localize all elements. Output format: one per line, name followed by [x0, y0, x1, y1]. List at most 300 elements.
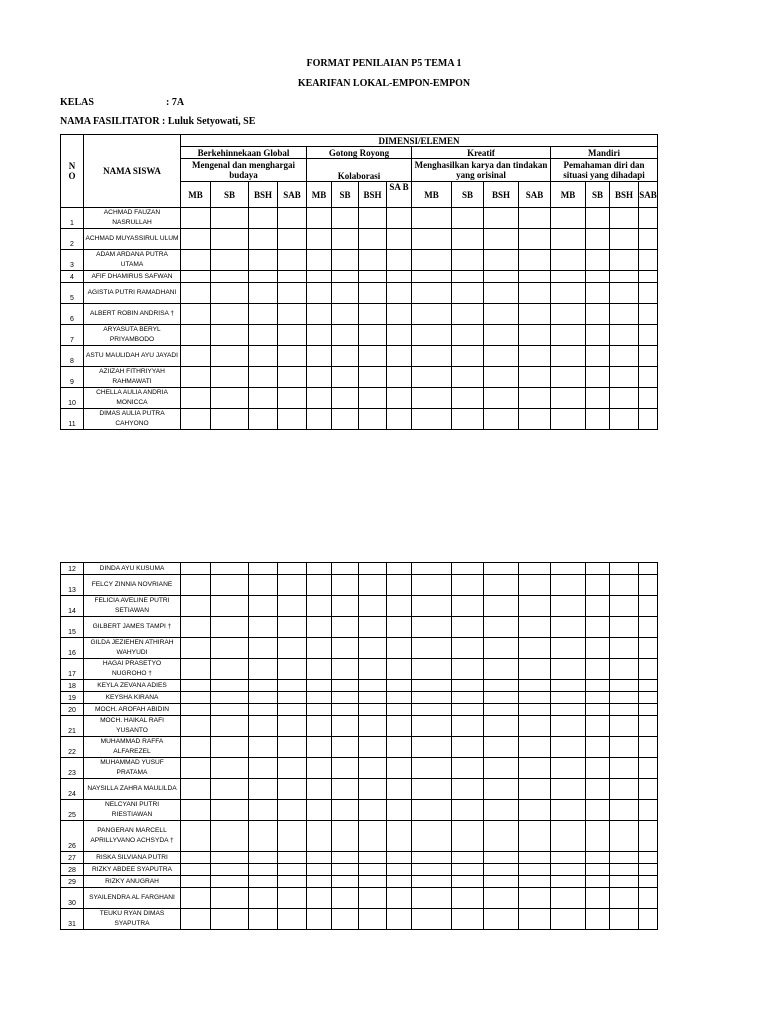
- score-cell[interactable]: [452, 283, 484, 304]
- score-cell[interactable]: [484, 346, 519, 367]
- score-cell[interactable]: [586, 250, 610, 271]
- score-cell[interactable]: [181, 704, 211, 716]
- score-cell[interactable]: [639, 304, 658, 325]
- score-cell[interactable]: [278, 888, 307, 909]
- score-cell[interactable]: [211, 388, 249, 409]
- score-cell[interactable]: [639, 737, 658, 758]
- score-cell[interactable]: [278, 876, 307, 888]
- score-cell[interactable]: [359, 864, 387, 876]
- score-cell[interactable]: [211, 704, 249, 716]
- score-cell[interactable]: [484, 852, 519, 864]
- score-cell[interactable]: [359, 250, 387, 271]
- score-cell[interactable]: [551, 852, 586, 864]
- score-cell[interactable]: [332, 304, 359, 325]
- score-cell[interactable]: [332, 852, 359, 864]
- score-cell[interactable]: [332, 563, 359, 575]
- score-cell[interactable]: [211, 737, 249, 758]
- score-cell[interactable]: [249, 346, 278, 367]
- score-cell[interactable]: [181, 346, 211, 367]
- score-cell[interactable]: [332, 250, 359, 271]
- score-cell[interactable]: [551, 909, 586, 930]
- score-cell[interactable]: [586, 229, 610, 250]
- score-cell[interactable]: [211, 888, 249, 909]
- score-cell[interactable]: [586, 864, 610, 876]
- score-cell[interactable]: [484, 876, 519, 888]
- score-cell[interactable]: [278, 638, 307, 659]
- score-cell[interactable]: [307, 388, 332, 409]
- score-cell[interactable]: [452, 409, 484, 430]
- score-cell[interactable]: [181, 716, 211, 737]
- score-cell[interactable]: [610, 596, 639, 617]
- score-cell[interactable]: [412, 617, 452, 638]
- score-cell[interactable]: [181, 864, 211, 876]
- score-cell[interactable]: [249, 563, 278, 575]
- score-cell[interactable]: [412, 596, 452, 617]
- score-cell[interactable]: [211, 876, 249, 888]
- score-cell[interactable]: [519, 596, 551, 617]
- score-cell[interactable]: [211, 409, 249, 430]
- score-cell[interactable]: [359, 852, 387, 864]
- score-cell[interactable]: [586, 821, 610, 852]
- score-cell[interactable]: [412, 304, 452, 325]
- score-cell[interactable]: [484, 617, 519, 638]
- score-cell[interactable]: [278, 692, 307, 704]
- score-cell[interactable]: [551, 779, 586, 800]
- score-cell[interactable]: [586, 704, 610, 716]
- score-cell[interactable]: [610, 864, 639, 876]
- score-cell[interactable]: [307, 409, 332, 430]
- score-cell[interactable]: [519, 617, 551, 638]
- score-cell[interactable]: [278, 909, 307, 930]
- score-cell[interactable]: [639, 575, 658, 596]
- score-cell[interactable]: [639, 367, 658, 388]
- score-cell[interactable]: [278, 409, 307, 430]
- score-cell[interactable]: [332, 821, 359, 852]
- score-cell[interactable]: [484, 638, 519, 659]
- score-cell[interactable]: [484, 596, 519, 617]
- score-cell[interactable]: [519, 864, 551, 876]
- score-cell[interactable]: [484, 208, 519, 229]
- score-cell[interactable]: [181, 758, 211, 779]
- score-cell[interactable]: [484, 737, 519, 758]
- score-cell[interactable]: [278, 704, 307, 716]
- score-cell[interactable]: [452, 250, 484, 271]
- score-cell[interactable]: [551, 596, 586, 617]
- score-cell[interactable]: [412, 758, 452, 779]
- score-cell[interactable]: [586, 692, 610, 704]
- score-cell[interactable]: [610, 271, 639, 283]
- score-cell[interactable]: [484, 888, 519, 909]
- score-cell[interactable]: [278, 346, 307, 367]
- score-cell[interactable]: [639, 271, 658, 283]
- score-cell[interactable]: [519, 388, 551, 409]
- score-cell[interactable]: [332, 680, 359, 692]
- score-cell[interactable]: [211, 346, 249, 367]
- score-cell[interactable]: [452, 852, 484, 864]
- score-cell[interactable]: [551, 283, 586, 304]
- score-cell[interactable]: [484, 659, 519, 680]
- score-cell[interactable]: [519, 409, 551, 430]
- score-cell[interactable]: [181, 692, 211, 704]
- score-cell[interactable]: [387, 659, 412, 680]
- score-cell[interactable]: [639, 229, 658, 250]
- score-cell[interactable]: [211, 575, 249, 596]
- score-cell[interactable]: [586, 575, 610, 596]
- score-cell[interactable]: [610, 367, 639, 388]
- score-cell[interactable]: [452, 692, 484, 704]
- score-cell[interactable]: [278, 208, 307, 229]
- score-cell[interactable]: [484, 692, 519, 704]
- score-cell[interactable]: [359, 821, 387, 852]
- score-cell[interactable]: [332, 575, 359, 596]
- score-cell[interactable]: [278, 304, 307, 325]
- score-cell[interactable]: [412, 325, 452, 346]
- score-cell[interactable]: [452, 888, 484, 909]
- score-cell[interactable]: [452, 388, 484, 409]
- score-cell[interactable]: [519, 283, 551, 304]
- score-cell[interactable]: [181, 325, 211, 346]
- score-cell[interactable]: [211, 779, 249, 800]
- score-cell[interactable]: [586, 716, 610, 737]
- score-cell[interactable]: [332, 876, 359, 888]
- score-cell[interactable]: [551, 737, 586, 758]
- score-cell[interactable]: [586, 367, 610, 388]
- score-cell[interactable]: [586, 638, 610, 659]
- score-cell[interactable]: [181, 304, 211, 325]
- score-cell[interactable]: [484, 409, 519, 430]
- score-cell[interactable]: [278, 388, 307, 409]
- score-cell[interactable]: [359, 758, 387, 779]
- score-cell[interactable]: [610, 346, 639, 367]
- score-cell[interactable]: [610, 229, 639, 250]
- score-cell[interactable]: [181, 852, 211, 864]
- score-cell[interactable]: [639, 821, 658, 852]
- score-cell[interactable]: [278, 325, 307, 346]
- score-cell[interactable]: [639, 563, 658, 575]
- score-cell[interactable]: [278, 680, 307, 692]
- score-cell[interactable]: [610, 704, 639, 716]
- score-cell[interactable]: [484, 304, 519, 325]
- score-cell[interactable]: [332, 779, 359, 800]
- score-cell[interactable]: [387, 692, 412, 704]
- score-cell[interactable]: [332, 229, 359, 250]
- score-cell[interactable]: [484, 800, 519, 821]
- score-cell[interactable]: [387, 909, 412, 930]
- score-cell[interactable]: [332, 409, 359, 430]
- score-cell[interactable]: [412, 864, 452, 876]
- score-cell[interactable]: [551, 888, 586, 909]
- score-cell[interactable]: [249, 909, 278, 930]
- score-cell[interactable]: [452, 346, 484, 367]
- score-cell[interactable]: [519, 852, 551, 864]
- score-cell[interactable]: [278, 271, 307, 283]
- score-cell[interactable]: [519, 325, 551, 346]
- score-cell[interactable]: [586, 388, 610, 409]
- score-cell[interactable]: [387, 737, 412, 758]
- score-cell[interactable]: [387, 680, 412, 692]
- score-cell[interactable]: [249, 208, 278, 229]
- score-cell[interactable]: [332, 888, 359, 909]
- score-cell[interactable]: [359, 596, 387, 617]
- score-cell[interactable]: [452, 304, 484, 325]
- score-cell[interactable]: [412, 271, 452, 283]
- score-cell[interactable]: [359, 271, 387, 283]
- score-cell[interactable]: [639, 250, 658, 271]
- score-cell[interactable]: [639, 864, 658, 876]
- score-cell[interactable]: [359, 909, 387, 930]
- score-cell[interactable]: [412, 250, 452, 271]
- score-cell[interactable]: [551, 346, 586, 367]
- score-cell[interactable]: [249, 737, 278, 758]
- score-cell[interactable]: [249, 304, 278, 325]
- score-cell[interactable]: [359, 208, 387, 229]
- score-cell[interactable]: [452, 367, 484, 388]
- score-cell[interactable]: [586, 888, 610, 909]
- score-cell[interactable]: [332, 864, 359, 876]
- score-cell[interactable]: [639, 409, 658, 430]
- score-cell[interactable]: [249, 779, 278, 800]
- score-cell[interactable]: [387, 852, 412, 864]
- score-cell[interactable]: [387, 250, 412, 271]
- score-cell[interactable]: [610, 563, 639, 575]
- score-cell[interactable]: [211, 659, 249, 680]
- score-cell[interactable]: [586, 208, 610, 229]
- score-cell[interactable]: [211, 617, 249, 638]
- score-cell[interactable]: [610, 888, 639, 909]
- score-cell[interactable]: [519, 229, 551, 250]
- score-cell[interactable]: [551, 229, 586, 250]
- score-cell[interactable]: [211, 271, 249, 283]
- score-cell[interactable]: [211, 325, 249, 346]
- score-cell[interactable]: [278, 864, 307, 876]
- score-cell[interactable]: [278, 617, 307, 638]
- score-cell[interactable]: [484, 283, 519, 304]
- score-cell[interactable]: [412, 876, 452, 888]
- score-cell[interactable]: [387, 864, 412, 876]
- score-cell[interactable]: [519, 692, 551, 704]
- score-cell[interactable]: [586, 737, 610, 758]
- score-cell[interactable]: [307, 909, 332, 930]
- score-cell[interactable]: [181, 888, 211, 909]
- score-cell[interactable]: [181, 388, 211, 409]
- score-cell[interactable]: [610, 737, 639, 758]
- score-cell[interactable]: [387, 208, 412, 229]
- score-cell[interactable]: [412, 283, 452, 304]
- score-cell[interactable]: [551, 680, 586, 692]
- score-cell[interactable]: [610, 638, 639, 659]
- score-cell[interactable]: [519, 271, 551, 283]
- score-cell[interactable]: [387, 388, 412, 409]
- score-cell[interactable]: [278, 367, 307, 388]
- score-cell[interactable]: [332, 758, 359, 779]
- score-cell[interactable]: [278, 596, 307, 617]
- score-cell[interactable]: [249, 271, 278, 283]
- score-cell[interactable]: [278, 283, 307, 304]
- score-cell[interactable]: [639, 596, 658, 617]
- score-cell[interactable]: [307, 638, 332, 659]
- score-cell[interactable]: [639, 852, 658, 864]
- score-cell[interactable]: [249, 864, 278, 876]
- score-cell[interactable]: [452, 596, 484, 617]
- score-cell[interactable]: [211, 367, 249, 388]
- score-cell[interactable]: [551, 271, 586, 283]
- score-cell[interactable]: [519, 250, 551, 271]
- score-cell[interactable]: [412, 388, 452, 409]
- score-cell[interactable]: [586, 596, 610, 617]
- score-cell[interactable]: [181, 208, 211, 229]
- score-cell[interactable]: [610, 388, 639, 409]
- score-cell[interactable]: [307, 304, 332, 325]
- score-cell[interactable]: [639, 909, 658, 930]
- score-cell[interactable]: [249, 229, 278, 250]
- score-cell[interactable]: [452, 716, 484, 737]
- score-cell[interactable]: [307, 659, 332, 680]
- score-cell[interactable]: [307, 596, 332, 617]
- score-cell[interactable]: [484, 779, 519, 800]
- score-cell[interactable]: [359, 367, 387, 388]
- score-cell[interactable]: [278, 758, 307, 779]
- score-cell[interactable]: [610, 208, 639, 229]
- score-cell[interactable]: [484, 758, 519, 779]
- score-cell[interactable]: [181, 283, 211, 304]
- score-cell[interactable]: [387, 638, 412, 659]
- score-cell[interactable]: [332, 596, 359, 617]
- score-cell[interactable]: [452, 680, 484, 692]
- score-cell[interactable]: [484, 271, 519, 283]
- score-cell[interactable]: [519, 821, 551, 852]
- score-cell[interactable]: [412, 346, 452, 367]
- score-cell[interactable]: [610, 304, 639, 325]
- score-cell[interactable]: [359, 779, 387, 800]
- score-cell[interactable]: [387, 716, 412, 737]
- score-cell[interactable]: [211, 864, 249, 876]
- score-cell[interactable]: [278, 229, 307, 250]
- score-cell[interactable]: [610, 575, 639, 596]
- score-cell[interactable]: [181, 638, 211, 659]
- score-cell[interactable]: [181, 779, 211, 800]
- score-cell[interactable]: [211, 229, 249, 250]
- score-cell[interactable]: [610, 800, 639, 821]
- score-cell[interactable]: [359, 680, 387, 692]
- score-cell[interactable]: [181, 575, 211, 596]
- score-cell[interactable]: [519, 346, 551, 367]
- score-cell[interactable]: [412, 716, 452, 737]
- score-cell[interactable]: [519, 680, 551, 692]
- score-cell[interactable]: [551, 250, 586, 271]
- score-cell[interactable]: [551, 617, 586, 638]
- score-cell[interactable]: [181, 876, 211, 888]
- score-cell[interactable]: [249, 250, 278, 271]
- score-cell[interactable]: [359, 888, 387, 909]
- score-cell[interactable]: [332, 659, 359, 680]
- score-cell[interactable]: [387, 596, 412, 617]
- score-cell[interactable]: [412, 800, 452, 821]
- score-cell[interactable]: [181, 909, 211, 930]
- score-cell[interactable]: [452, 864, 484, 876]
- score-cell[interactable]: [249, 800, 278, 821]
- score-cell[interactable]: [387, 325, 412, 346]
- score-cell[interactable]: [586, 680, 610, 692]
- score-cell[interactable]: [610, 876, 639, 888]
- score-cell[interactable]: [551, 638, 586, 659]
- score-cell[interactable]: [610, 680, 639, 692]
- score-cell[interactable]: [484, 716, 519, 737]
- score-cell[interactable]: [332, 617, 359, 638]
- score-cell[interactable]: [484, 680, 519, 692]
- score-cell[interactable]: [412, 737, 452, 758]
- score-cell[interactable]: [249, 596, 278, 617]
- score-cell[interactable]: [586, 876, 610, 888]
- score-cell[interactable]: [639, 876, 658, 888]
- score-cell[interactable]: [307, 575, 332, 596]
- score-cell[interactable]: [359, 800, 387, 821]
- score-cell[interactable]: [639, 692, 658, 704]
- score-cell[interactable]: [412, 208, 452, 229]
- score-cell[interactable]: [278, 737, 307, 758]
- score-cell[interactable]: [249, 367, 278, 388]
- score-cell[interactable]: [307, 704, 332, 716]
- score-cell[interactable]: [249, 821, 278, 852]
- score-cell[interactable]: [387, 304, 412, 325]
- score-cell[interactable]: [211, 821, 249, 852]
- score-cell[interactable]: [551, 208, 586, 229]
- score-cell[interactable]: [586, 800, 610, 821]
- score-cell[interactable]: [181, 271, 211, 283]
- score-cell[interactable]: [484, 864, 519, 876]
- score-cell[interactable]: [610, 283, 639, 304]
- score-cell[interactable]: [387, 779, 412, 800]
- score-cell[interactable]: [332, 346, 359, 367]
- score-cell[interactable]: [610, 692, 639, 704]
- score-cell[interactable]: [211, 563, 249, 575]
- score-cell[interactable]: [387, 821, 412, 852]
- score-cell[interactable]: [387, 876, 412, 888]
- score-cell[interactable]: [519, 737, 551, 758]
- score-cell[interactable]: [452, 325, 484, 346]
- score-cell[interactable]: [412, 367, 452, 388]
- score-cell[interactable]: [452, 800, 484, 821]
- score-cell[interactable]: [551, 716, 586, 737]
- score-cell[interactable]: [639, 800, 658, 821]
- score-cell[interactable]: [211, 909, 249, 930]
- score-cell[interactable]: [249, 716, 278, 737]
- score-cell[interactable]: [332, 283, 359, 304]
- score-cell[interactable]: [359, 737, 387, 758]
- score-cell[interactable]: [519, 888, 551, 909]
- score-cell[interactable]: [639, 758, 658, 779]
- score-cell[interactable]: [211, 638, 249, 659]
- score-cell[interactable]: [249, 876, 278, 888]
- score-cell[interactable]: [359, 692, 387, 704]
- score-cell[interactable]: [639, 617, 658, 638]
- score-cell[interactable]: [452, 779, 484, 800]
- score-cell[interactable]: [181, 250, 211, 271]
- score-cell[interactable]: [452, 758, 484, 779]
- score-cell[interactable]: [359, 638, 387, 659]
- score-cell[interactable]: [519, 367, 551, 388]
- score-cell[interactable]: [307, 758, 332, 779]
- score-cell[interactable]: [519, 779, 551, 800]
- score-cell[interactable]: [639, 888, 658, 909]
- score-cell[interactable]: [519, 909, 551, 930]
- score-cell[interactable]: [278, 575, 307, 596]
- score-cell[interactable]: [551, 758, 586, 779]
- score-cell[interactable]: [249, 283, 278, 304]
- score-cell[interactable]: [519, 563, 551, 575]
- score-cell[interactable]: [551, 659, 586, 680]
- score-cell[interactable]: [359, 388, 387, 409]
- score-cell[interactable]: [639, 325, 658, 346]
